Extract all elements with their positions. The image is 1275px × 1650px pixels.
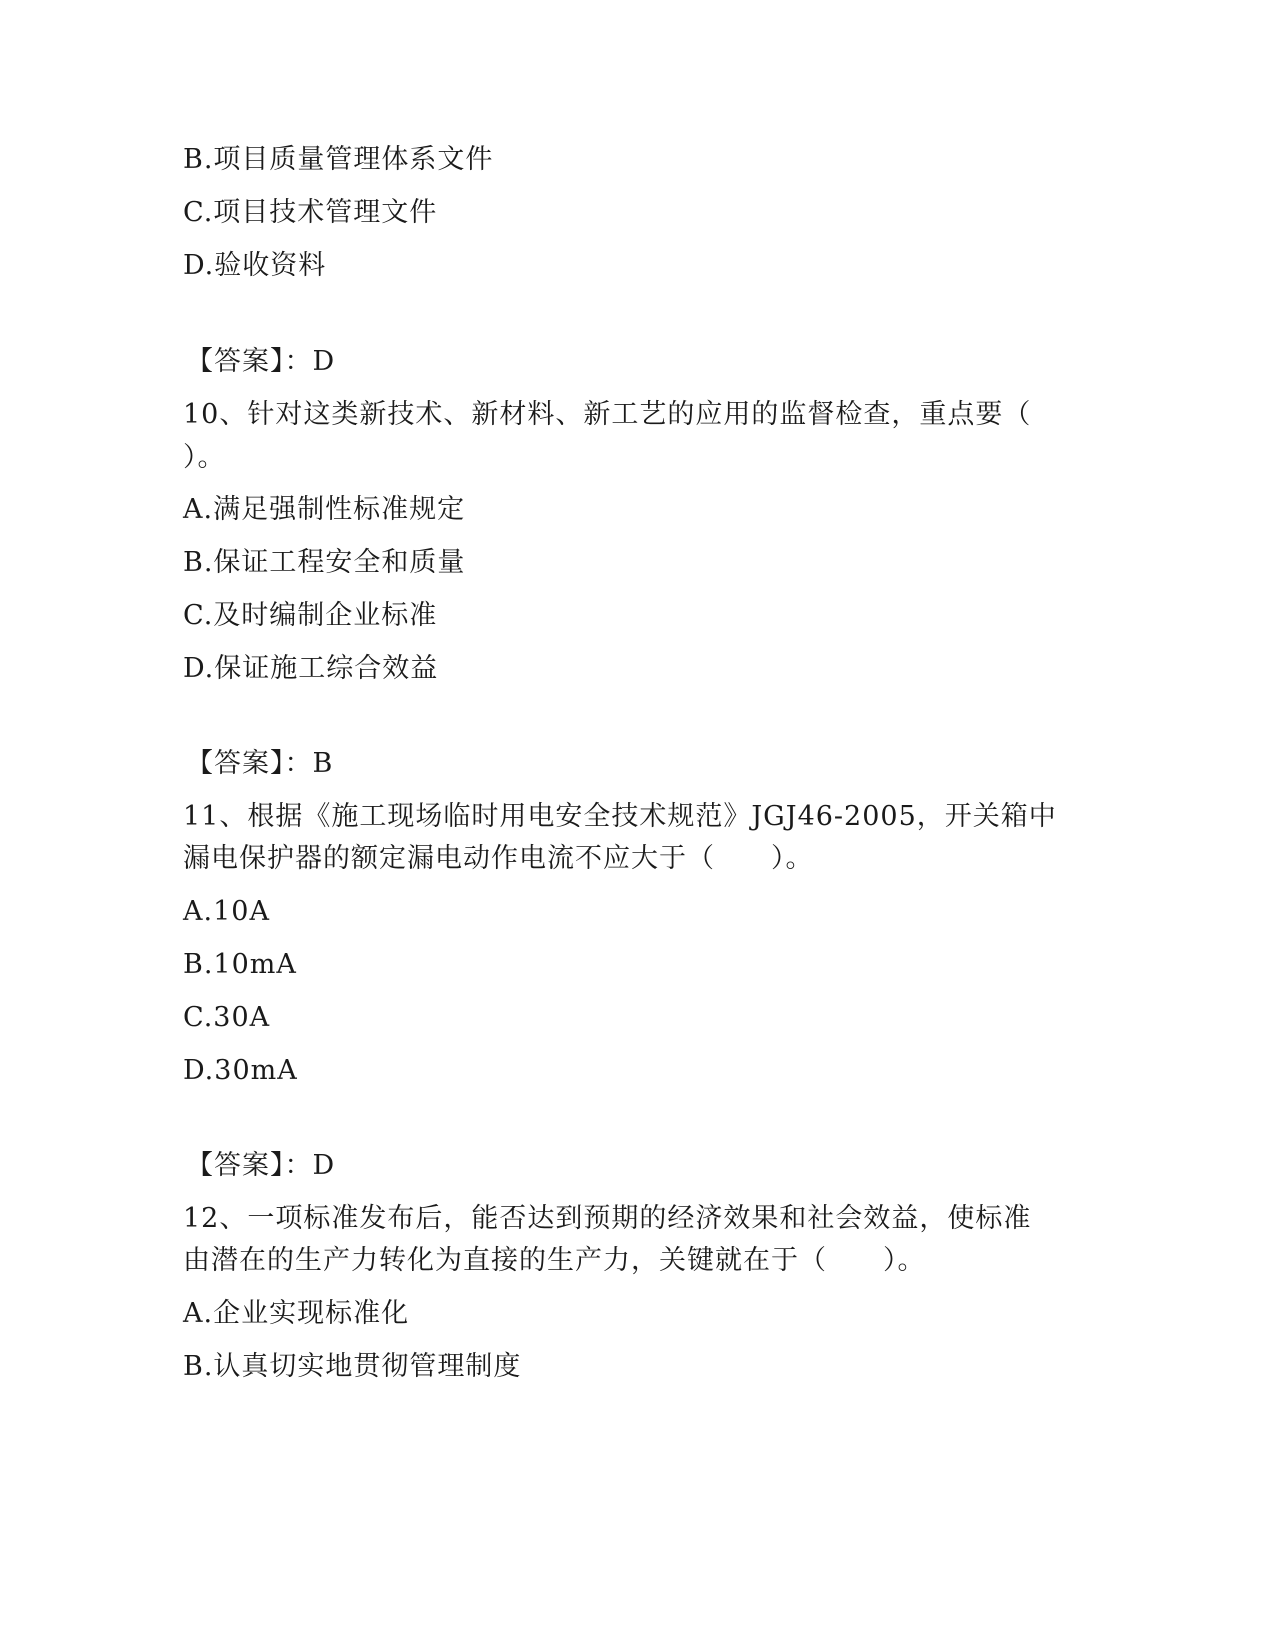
answer-label: 【答案】：B — [186, 748, 334, 779]
option-b: B.保证工程安全和质量 — [183, 547, 466, 578]
option-b: B.项目质量管理体系文件 — [183, 144, 494, 175]
option-c: C.项目技术管理文件 — [183, 197, 438, 228]
option-d: D.30mA — [183, 1055, 298, 1086]
option-c: C.及时编制企业标准 — [183, 600, 438, 631]
question-stem: 漏电保护器的额定漏电动作电流不应大于（ ）。 — [183, 843, 814, 874]
question-stem: 11、根据《施工现场临时用电安全技术规范》JGJ46-2005，开关箱中 — [183, 801, 1057, 832]
option-b: B.认真切实地贯彻管理制度 — [183, 1351, 522, 1382]
question-stem: 10、针对这类新技术、新材料、新工艺的应用的监督检查，重点要（ — [183, 399, 1032, 430]
option-d: D.保证施工综合效益 — [183, 653, 439, 684]
option-c: C.30A — [183, 1002, 271, 1033]
answer-label: 【答案】：D — [186, 346, 336, 377]
option-b: B.10mA — [183, 949, 297, 980]
option-a: A.10A — [183, 896, 270, 927]
option-d: D.验收资料 — [183, 250, 327, 281]
question-stem: ）。 — [183, 442, 226, 473]
answer-label: 【答案】：D — [186, 1150, 336, 1181]
option-a: A.满足强制性标准规定 — [183, 494, 466, 525]
question-stem: 12、一项标准发布后，能否达到预期的经济效果和社会效益，使标准 — [183, 1203, 1032, 1234]
question-stem: 由潜在的生产力转化为直接的生产力，关键就在于（ ）。 — [183, 1245, 926, 1276]
option-a: A.企业实现标准化 — [183, 1298, 410, 1329]
